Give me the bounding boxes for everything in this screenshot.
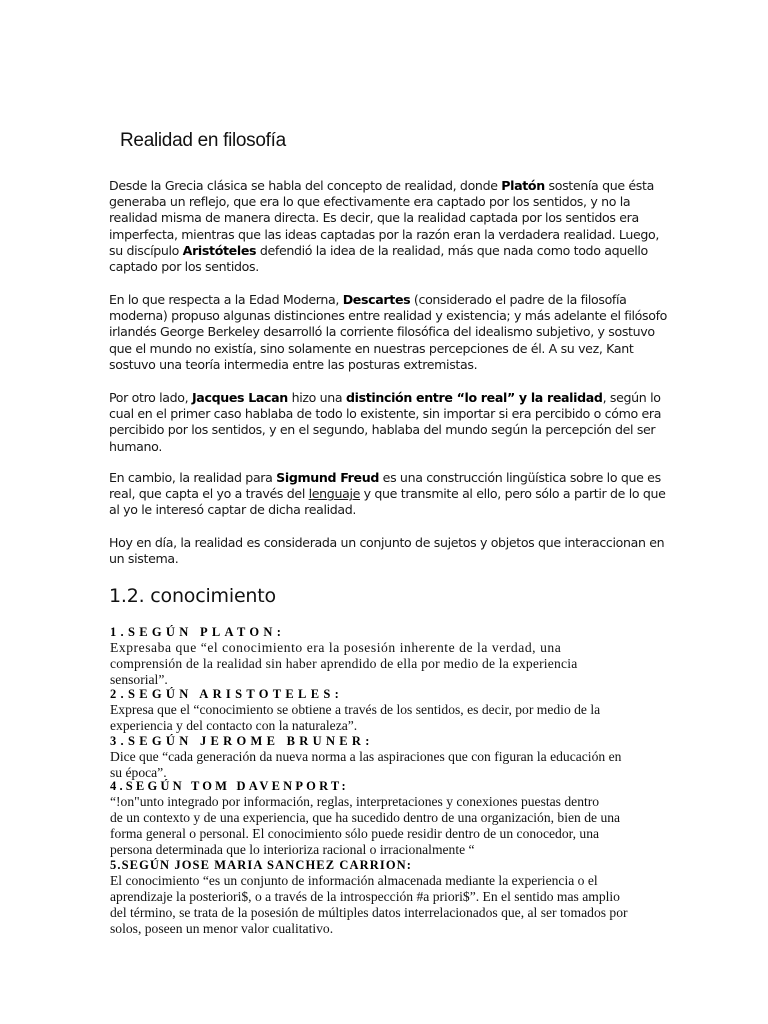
section-davenport: [110, 778, 670, 858]
page-title: Realidad en filosofía: [120, 130, 286, 151]
bold-term: Sigmund Freud: [276, 470, 380, 485]
text-span: Desde la Grecia clásica se habla del concepto de realidad, donde: [109, 178, 502, 193]
bold-term: Platón: [501, 178, 545, 193]
body-line: “!on"unto integrado por información, reglas, interpretaciones y conexiones puestas dentro: [110, 794, 600, 809]
subsection-heading: 2.SEGÚN ARISTOTELES:: [110, 687, 344, 701]
section-sanchez-carrion: [110, 857, 670, 937]
text-span: es una construcción lingüística sobre lo que es real, que capta el yo a través del: [109, 470, 661, 502]
body-line: El conocimiento “es un conjunto de información almacenada mediante la experiencia o el: [110, 873, 598, 888]
subsection-heading: 4.SEGÚN TOM DAVENPORT:: [110, 779, 349, 793]
body-line: Expresa que el “conocimiento se obtiene a través de los sentidos, es decir, por medio de la: [110, 702, 601, 717]
lenguaje-link[interactable]: lenguaje: [308, 486, 360, 502]
subsection-heading: 3.SEGÚN JEROME BRUNER:: [110, 734, 374, 748]
text-span: Por otro lado,: [109, 390, 192, 405]
text-span: defendió la idea de la realidad, más que nada como todo aquello captado por los sentidos.: [109, 242, 648, 275]
body-line: sensorial”.: [110, 672, 168, 687]
body-line: comprensión de la realidad sin haber aprendido de ella por medio de la experiencia: [110, 656, 578, 671]
body-line: Expresaba que “el conocimiento era la posesión inherente de la verdad, una: [110, 640, 562, 655]
text-span: y que transmite al ello, pero sólo a partir de lo que al yo le interesó captar de dicha realidad.: [109, 486, 666, 518]
subsection-heading: 5.SEGÚN JOSE MARIA SANCHEZ CARRION:: [110, 858, 413, 872]
text-span: sostenía que ésta generaba un reflejo, que era lo que efectivamente era captado por los sentidos, y no la realidad misma de manera directa. Es decir, que la realidad captada por los sentidos era imperfecta, mientras que las ideas captadas por la razón eran la verdadera realidad. Luego, su discípulo: [109, 178, 660, 258]
body-line: su época”.: [110, 765, 167, 780]
paragraph-modern-age: [109, 292, 669, 373]
text-span: En lo que respecta a la Edad Moderna,: [109, 292, 343, 307]
body-line: solos, poseen un menor valor cualitativo.: [110, 921, 334, 936]
bold-term: distinción entre “lo real” y la realidad: [345, 390, 603, 405]
paragraph-freud: [109, 470, 669, 519]
bold-term: Aristóteles: [182, 242, 257, 258]
paragraph-today: Hoy en día, la realidad es considerada un conjunto de sujetos y objetos que interaccionan en un sistema.: [109, 535, 665, 567]
body-line: Dice que “cada generación da nueva norma a las aspiraciones que con figuran la educación en: [110, 749, 622, 764]
text-span: , según lo cual en el primer caso hablaba de todo lo existente, sin importar si era percibido o cómo era percibido por los sentidos, y en el segundo, hablaba del mundo según la percepción del ser humano.: [109, 390, 662, 454]
body-line: aprendizaje la posteriori$, o a través de la introspección #a priori$”. En el sentido mas amplio: [110, 889, 620, 904]
paragraph-lacan: [109, 390, 669, 455]
text-span: (considerado el padre de la filosofía moderna) propuso algunas distinciones entre realidad y existencia; y más adelante el filósofo irlandés George Berkeley desarrolló la corriente filosófica del idealismo subjetivo, y sostuvo que el mundo no existía, sino solamente en nuestras percepciones de él. A su vez, Kant sostuvo una teoría intermedia entre las posturas extremistas.: [109, 292, 668, 372]
text-span: En cambio, la realidad para: [109, 470, 277, 485]
bold-term: Jacques Lacan: [191, 390, 288, 405]
section-title: 1.2. conocimiento: [109, 585, 276, 607]
paragraph-greek-reality: [109, 178, 669, 275]
section-platon: [110, 624, 670, 688]
body-line: persona determinada que lo interioriza racional o irracionalmente “: [110, 842, 475, 857]
body-line: forma general o personal. El conocimiento sólo puede residir dentro de un conocedor, una: [110, 826, 600, 841]
body-line: de un contexto y de una experiencia, que ha sucedido dentro de una organización, bien de una: [110, 810, 621, 825]
text-span: hizo una: [287, 390, 346, 405]
section-bruner: [110, 733, 670, 781]
subsection-heading: 1.SEGÚN PLATON:: [110, 625, 286, 639]
body-line: experiencia y del contacto con la naturaleza”.: [110, 718, 358, 733]
bold-term: Descartes: [342, 292, 411, 307]
body-line: del término, se trata de la posesión de múltiples datos interrelacionados que, al ser tomados por: [110, 905, 628, 920]
section-aristoteles: [110, 686, 670, 734]
